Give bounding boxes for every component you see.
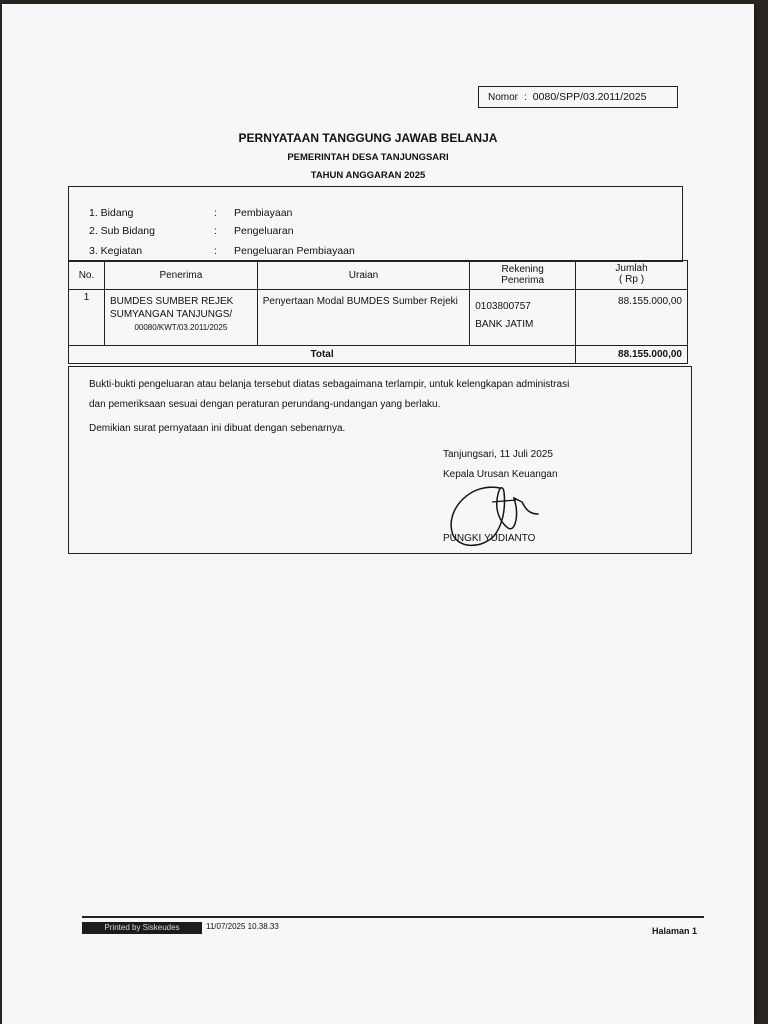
info-row-sub-bidang [69, 225, 294, 237]
info-sep: : [214, 207, 217, 219]
penerima-ref: 00080/KWT/03.2011/2025 [134, 323, 228, 332]
rekening-bank: BANK JATIM [475, 319, 534, 330]
header-jumlah-line2: ( Rp ) [619, 274, 645, 285]
document-title: PERNYATAAN TANGGUNG JAWAB BELANJA [238, 131, 498, 145]
info-value: Pembiayaan [234, 207, 293, 219]
info-value: Pengeluaran [234, 225, 294, 237]
header-rekening-line2: Penerima [501, 275, 545, 286]
info-block [68, 186, 683, 262]
signer-name: PUNGKI YUDIANTO [443, 533, 536, 544]
info-row-kegiatan [69, 245, 355, 257]
info-value: Pengeluaran Pembiayaan [234, 245, 355, 257]
footer-rule [82, 916, 704, 918]
header-no: No. [69, 261, 105, 290]
document-page [2, 4, 754, 1024]
statement-box [68, 366, 692, 554]
info-label: 1. Bidang [89, 207, 134, 219]
document-year: TAHUN ANGGARAN 2025 [310, 170, 426, 181]
total-label: Total [69, 346, 576, 364]
header-jumlah [576, 261, 688, 290]
signer-position: Kepala Urusan Keuangan [443, 469, 558, 480]
cell-rekening [470, 290, 576, 346]
nomor-colon: : [524, 91, 527, 103]
nomor-box [478, 86, 678, 108]
total-value: 88.155.000,00 [576, 346, 688, 364]
place-date: Tanjungsari, 11 Juli 2025 [443, 449, 553, 460]
info-sep: : [214, 245, 217, 257]
cell-jumlah: 88.155.000,00 [576, 290, 688, 346]
table-row [69, 290, 688, 346]
header-uraian: Uraian [257, 261, 469, 290]
nomor-label: Nomor [488, 91, 519, 103]
header-rekening-line1: Rekening [501, 264, 544, 275]
document-subtitle: PEMERINTAH DESA TANJUNGSARI [287, 152, 449, 163]
expense-table [68, 260, 688, 364]
rekening-number: 0103800757 [475, 301, 531, 312]
print-timestamp: 11/07/2025 10.38.33 [206, 922, 279, 931]
info-label: 2. Sub Bidang [89, 225, 155, 237]
info-label: 3. Kegiatan [89, 245, 143, 257]
cell-uraian: Penyertaan Modal BUMDES Sumber Rejeki [257, 290, 469, 346]
cell-no: 1 [69, 290, 105, 346]
header-jumlah-line1: Jumlah [615, 263, 648, 274]
penerima-line2: SUMYANGAN TANJUNGS/ [109, 309, 233, 320]
header-penerima: Penerima [104, 261, 257, 290]
page-number: Halaman 1 [652, 926, 698, 936]
penerima-line1: BUMDES SUMBER REJEK [109, 296, 234, 307]
header-rekening [470, 261, 576, 290]
statement-line1: Bukti-bukti pengeluaran atau belanja tersebut diatas sebagaimana terlampir, untuk kelengkapan administrasi [89, 379, 570, 390]
table-header-row [69, 261, 688, 290]
info-row-bidang [69, 207, 292, 219]
closing-statement: Demikian surat pernyataan ini dibuat dengan sebenarnya. [89, 423, 346, 434]
cell-penerima [104, 290, 257, 346]
nomor-value: 0080/SPP/03.2011/2025 [532, 91, 647, 103]
info-sep: : [214, 225, 217, 237]
signature-image [442, 480, 552, 550]
statement-line2: dan pemeriksaan sesuai dengan peraturan perundang-undangan yang berlaku. [89, 399, 441, 410]
total-row [69, 346, 688, 364]
printed-by-badge: Printed by Siskeudes [82, 922, 202, 934]
